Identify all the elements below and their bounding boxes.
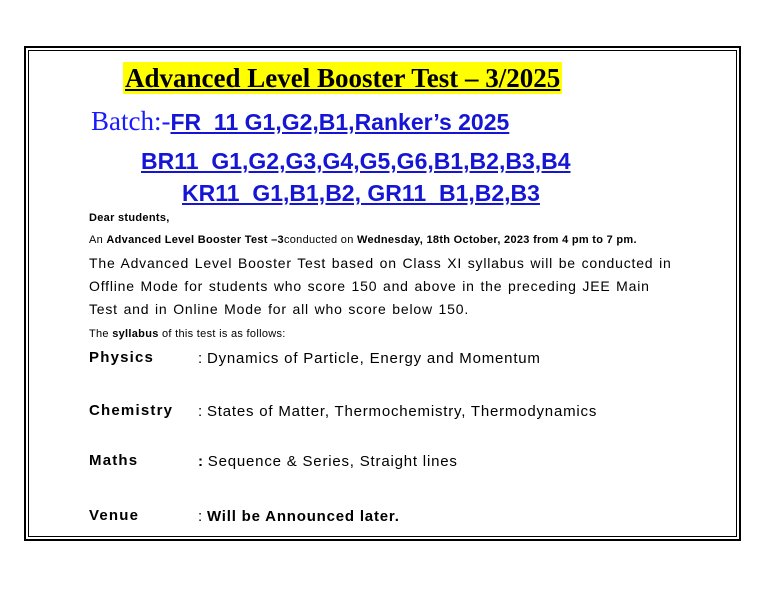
syllabus-intro-part1: The xyxy=(89,328,113,340)
subject-physics-label: Physics xyxy=(89,349,155,366)
chemistry-topics-text: States of Matter, Thermochemistry, Thermodynamics xyxy=(206,403,598,420)
description-line-3: Test and in Online Mode for all who score below 150. xyxy=(89,301,470,317)
venue-label: Venue xyxy=(89,507,140,524)
announcement-part2: conducted on xyxy=(283,234,357,246)
syllabus-keyword: syllabus xyxy=(112,328,159,340)
notice-title: Advanced Level Booster Test – 3/2025 xyxy=(125,63,561,93)
batch-line-2: BR11 G1,G2,G3,G4,G5,G6,B1,B2,B3,B4 xyxy=(141,148,571,174)
greeting: Dear students, xyxy=(89,212,170,224)
subject-maths-label: Maths xyxy=(89,452,139,469)
batch-line-3: KR11_G1,B1,B2, GR11_B1,B2,B3 xyxy=(182,180,540,206)
physics-topics-text: Dynamics of Particle, Energy and Momentum xyxy=(206,350,541,367)
venue-colon: : xyxy=(198,508,203,525)
chemistry-colon: : xyxy=(198,403,203,420)
subject-maths-topics xyxy=(198,453,458,470)
batch-fr11: FR_11 G1,G2,B1,Ranker’s 2025 xyxy=(170,109,510,135)
subject-chemistry-label: Chemistry xyxy=(89,402,174,419)
syllabus-intro xyxy=(89,328,286,340)
venue-value xyxy=(198,508,400,525)
announcement-line xyxy=(89,234,637,246)
maths-colon: : xyxy=(198,453,204,470)
batch-line-1 xyxy=(91,106,509,137)
batch-prefix: Batch:- xyxy=(91,106,171,136)
notice-border xyxy=(24,46,741,541)
physics-colon: : xyxy=(198,350,203,367)
description-line-1: The Advanced Level Booster Test based on Class XI syllabus will be conducted in xyxy=(89,255,672,271)
subject-physics-topics xyxy=(198,350,541,367)
subject-chemistry-topics xyxy=(198,403,597,420)
description-line-2: Offline Mode for students who score 150 and above in the preceding JEE Main xyxy=(89,278,650,294)
test-schedule: Wednesday, 18th October, 2023 from 4 pm to 7 pm. xyxy=(356,234,637,246)
syllabus-intro-part2: of this test is as follows: xyxy=(158,328,286,340)
venue-text: Will be Announced later. xyxy=(206,508,400,525)
announcement-part1: An xyxy=(89,234,107,246)
maths-topics-text: Sequence & Series, Straight lines xyxy=(207,453,458,470)
test-name: Advanced Level Booster Test –3 xyxy=(106,234,284,246)
